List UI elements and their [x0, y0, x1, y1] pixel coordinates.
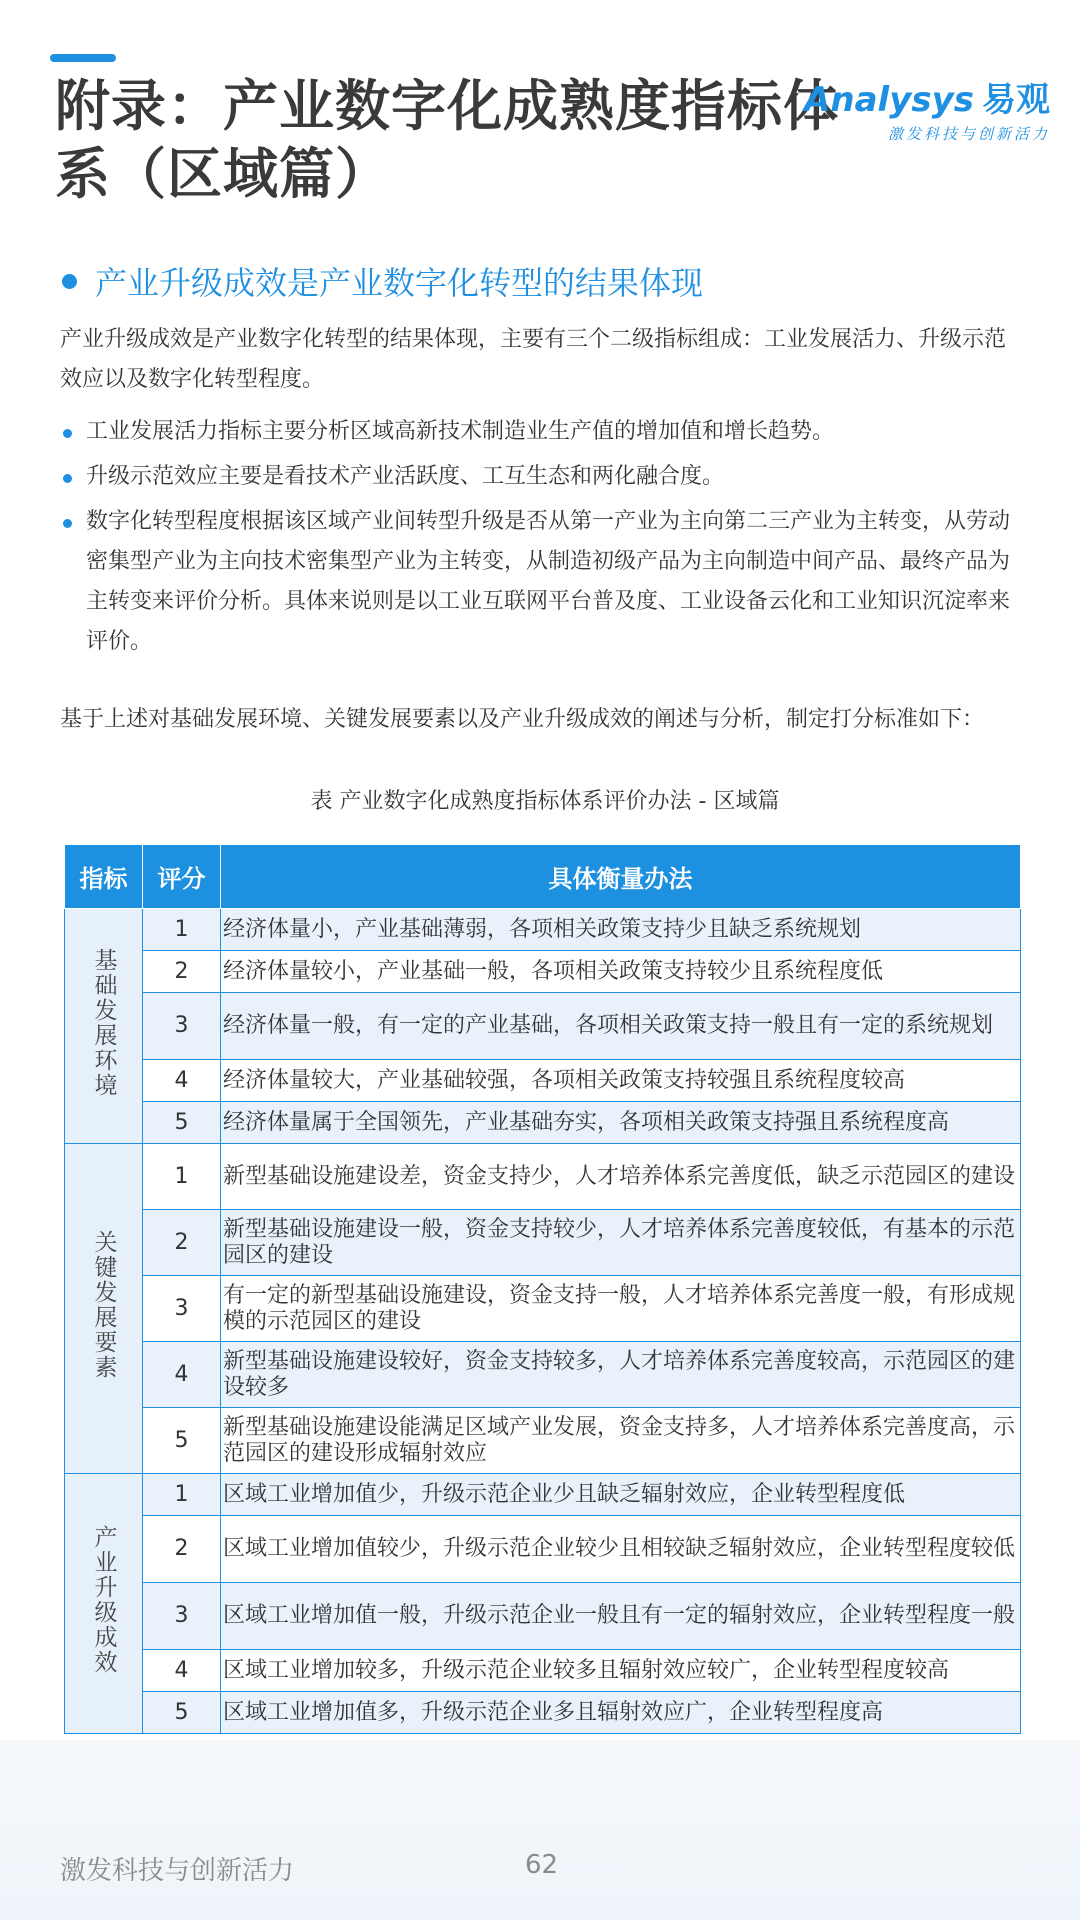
description-cell: 新型基础设施建设较好，资金支持较多，人才培养体系完善度较高，示范园区的建设较多: [221, 1342, 1021, 1408]
description-cell: 区域工业增加值较少，升级示范企业较少且相较缺乏辐射效应，企业转型程度较低: [221, 1516, 1021, 1583]
description-cell: 区域工业增加值少，升级示范企业少且缺乏辐射效应，企业转型程度低: [221, 1474, 1021, 1516]
score-cell: 3: [143, 1276, 221, 1342]
bullet-item: 数字化转型程度根据该区域产业间转型升级是否从第一产业为主向第二三产业为主转变，从劳动密集型产业为主向技术密集型产业为主转变，从制造初级产品为主向制造中间产品、最终产品为主转变来评价分析。具体来说则是以工业互联网平台普及度、工业设备云化和工业知识沉淀率来评价。: [60, 502, 1020, 662]
description-cell: 经济体量较小，产业基础一般，各项相关政策支持较少且系统程度低: [221, 951, 1021, 993]
description-cell: 新型基础设施建设一般，资金支持较少，人才培养体系完善度较低，有基本的示范园区的建设: [221, 1210, 1021, 1276]
score-cell: 5: [143, 1102, 221, 1144]
score-cell: 3: [143, 1583, 221, 1650]
logo-tagline: 激发科技与创新活力: [887, 125, 1050, 143]
scoring-table: [64, 844, 1021, 1734]
description-cell: 区域工业增加值多，升级示范企业多且辐射效应广，企业转型程度高: [221, 1692, 1021, 1734]
table-row: [65, 1102, 1021, 1144]
intro-paragraph: 产业升级成效是产业数字化转型的结果体现，主要有三个二级指标组成：工业发展活力、升级示范效应以及数字化转型程度。: [60, 327, 1007, 392]
header-indicator: 指标: [65, 845, 143, 909]
score-cell: 2: [143, 951, 221, 993]
score-cell: 2: [143, 1210, 221, 1276]
section-heading: [62, 258, 703, 304]
score-cell: 3: [143, 993, 221, 1060]
table-header-row: [65, 845, 1021, 909]
header-score: 评分: [143, 845, 221, 909]
footer-background: [0, 1740, 1080, 1920]
table-row: [65, 1276, 1021, 1342]
description-cell: 区域工业增加较多，升级示范企业较多且辐射效应较广，企业转型程度较高: [221, 1650, 1021, 1692]
table-row: [65, 1342, 1021, 1408]
score-cell: 2: [143, 1516, 221, 1583]
logo-cn: 易观: [982, 80, 1050, 120]
table-row: [65, 1474, 1021, 1516]
table-row: [65, 1583, 1021, 1650]
conclusion-paragraph: 基于上述对基础发展环境、关键发展要素以及产业升级成效的阐述与分析，制定打分标准如下：: [60, 707, 985, 732]
logo-text: Analysys: [804, 80, 974, 120]
score-cell: 4: [143, 1060, 221, 1102]
bullet-dot-icon: [62, 274, 77, 289]
score-cell: 4: [143, 1342, 221, 1408]
description-cell: 新型基础设施建设差，资金支持少，人才培养体系完善度低，缺乏示范园区的建设: [221, 1144, 1021, 1210]
description-cell: 新型基础设施建设能满足区域产业发展，资金支持多，人才培养体系完善度高，示范园区的建设形成辐射效应: [221, 1408, 1021, 1474]
page-title: 附录：产业数字化成熟度指标体系（区域篇）: [55, 74, 840, 206]
table-row: [65, 951, 1021, 993]
logo-wordmark: [804, 72, 1050, 121]
table-row: [65, 1516, 1021, 1583]
score-cell: 1: [143, 1144, 221, 1210]
section-title: 产业升级成效是产业数字化转型的结果体现: [95, 264, 704, 302]
score-cell: 1: [143, 1474, 221, 1516]
category-cell: 基础发展环境: [65, 909, 143, 1144]
footer-tagline: 激发科技与创新活力: [60, 1856, 295, 1886]
title-accent-bar: [50, 54, 116, 62]
category-cell: 关键发展要素: [65, 1144, 143, 1474]
score-cell: 5: [143, 1408, 221, 1474]
description-cell: 经济体量较大，产业基础较强，各项相关政策支持较强且系统程度较高: [221, 1060, 1021, 1102]
table-row: [65, 1692, 1021, 1734]
table-row: [65, 1650, 1021, 1692]
page-number: 62: [525, 1850, 559, 1880]
description-cell: 区域工业增加值一般，升级示范企业一般且有一定的辐射效应，企业转型程度一般: [221, 1583, 1021, 1650]
table-row: [65, 993, 1021, 1060]
category-cell: 产业升级成效: [65, 1474, 143, 1734]
score-cell: 5: [143, 1692, 221, 1734]
score-cell: 4: [143, 1650, 221, 1692]
table-row: [65, 1060, 1021, 1102]
table-row: [65, 1144, 1021, 1210]
bullet-item: 升级示范效应主要是看技术产业活跃度、工互生态和两化融合度。: [60, 457, 1020, 497]
table-row: [65, 1408, 1021, 1474]
bullet-list: [60, 412, 1020, 667]
description-cell: 经济体量小，产业基础薄弱，各项相关政策支持少且缺乏系统规划: [221, 909, 1021, 951]
description-cell: 经济体量属于全国领先，产业基础夯实，各项相关政策支持强且系统程度高: [221, 1102, 1021, 1144]
brand-logo: [804, 72, 1050, 144]
description-cell: 有一定的新型基础设施建设，资金支持一般，人才培养体系完善度一般，有形成规模的示范园区的建设: [221, 1276, 1021, 1342]
description-cell: 经济体量一般，有一定的产业基础，各项相关政策支持一般且有一定的系统规划: [221, 993, 1021, 1060]
table-row: [65, 909, 1021, 951]
score-cell: 1: [143, 909, 221, 951]
table-row: [65, 1210, 1021, 1276]
bullet-item: 工业发展活力指标主要分析区域高新技术制造业生产值的增加值和增长趋势。: [60, 412, 1020, 452]
header-method: 具体衡量办法: [221, 845, 1021, 909]
table-caption: 表 产业数字化成熟度指标体系评价办法 - 区域篇: [310, 789, 780, 814]
